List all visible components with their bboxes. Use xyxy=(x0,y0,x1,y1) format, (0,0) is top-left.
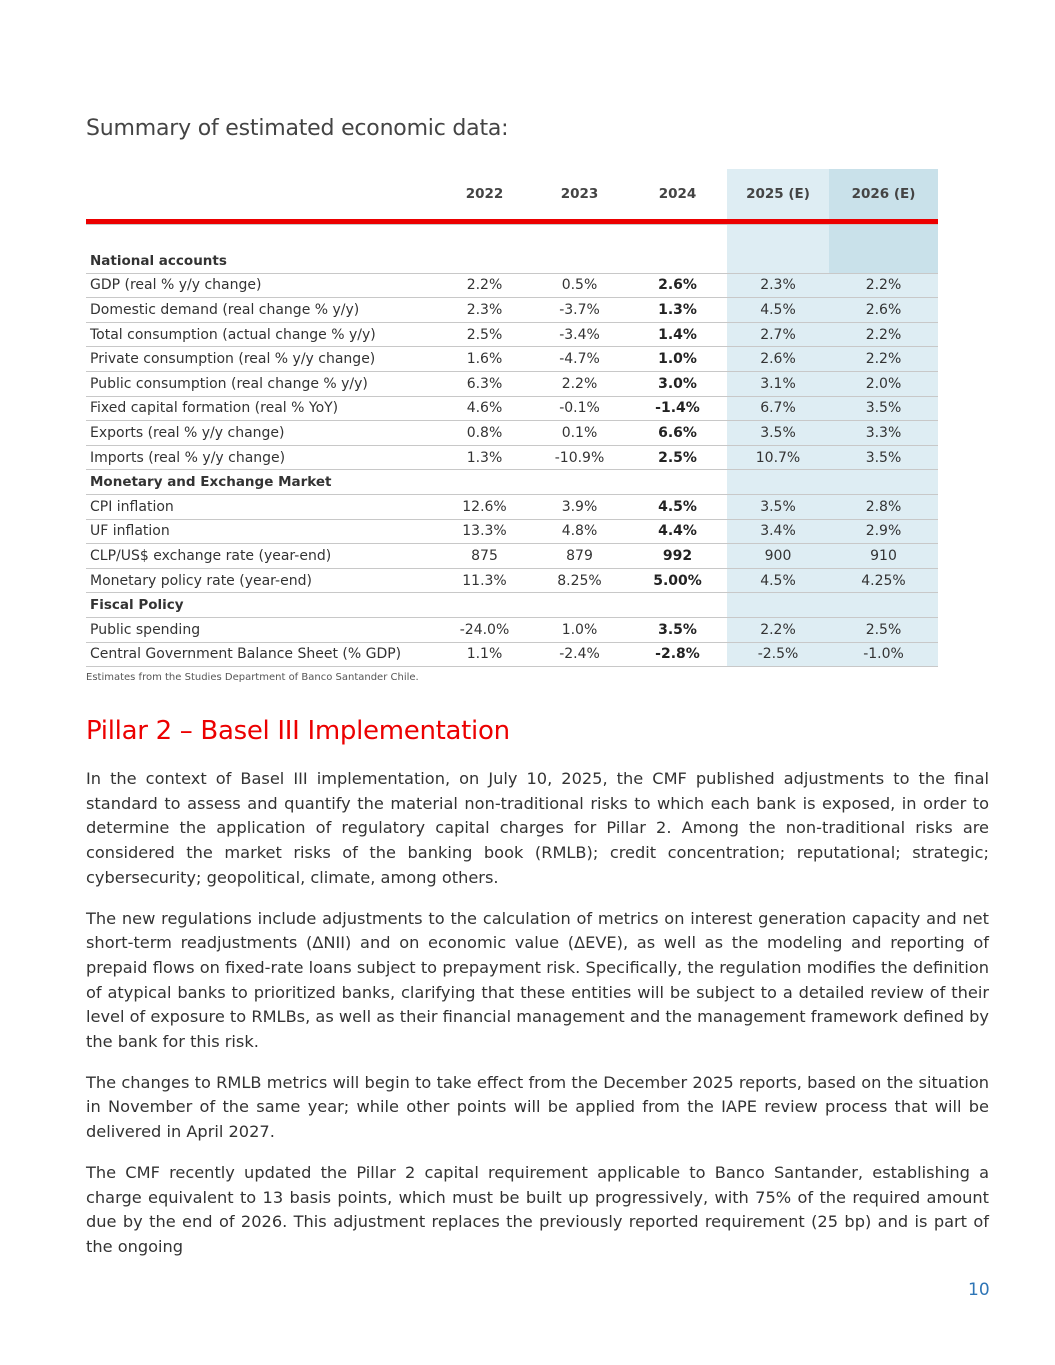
row-label: Monetary policy rate (year-end) xyxy=(86,568,438,593)
table-row xyxy=(86,298,938,323)
value-cell: 2.5% xyxy=(438,322,531,347)
value-cell: 5.00% xyxy=(628,568,727,593)
row-label: Imports (real % y/y change) xyxy=(86,445,438,470)
table-row xyxy=(86,371,938,396)
value-cell: 3.5% xyxy=(829,396,938,421)
value-cell: -3.7% xyxy=(531,298,628,323)
section-empty-cell xyxy=(628,470,727,495)
value-cell: -10.9% xyxy=(531,445,628,470)
section-empty-cell xyxy=(829,249,938,273)
table-row xyxy=(86,396,938,421)
column-header-2022: 2022 xyxy=(465,186,504,202)
value-cell: -3.4% xyxy=(531,322,628,347)
section-empty-cell xyxy=(438,470,531,495)
section-heading: Pillar 2 – Basel III Implementation xyxy=(86,716,510,746)
value-cell: 3.9% xyxy=(531,494,628,519)
section-empty-cell xyxy=(628,593,727,618)
value-cell: 0.1% xyxy=(531,421,628,446)
summary-title: Summary of estimated economic data: xyxy=(86,116,509,141)
row-label: UF inflation xyxy=(86,519,438,544)
value-cell: 4.6% xyxy=(438,396,531,421)
value-cell: 2.0% xyxy=(829,371,938,396)
value-cell: 4.5% xyxy=(727,568,829,593)
value-cell: 2.5% xyxy=(628,445,727,470)
section-empty-cell xyxy=(829,593,938,618)
value-cell: 2.9% xyxy=(829,519,938,544)
value-cell: 3.5% xyxy=(727,494,829,519)
value-cell: 3.5% xyxy=(628,617,727,642)
value-cell: 4.5% xyxy=(727,298,829,323)
value-cell: 1.6% xyxy=(438,347,531,372)
value-cell: 2.5% xyxy=(829,617,938,642)
paragraph: The new regulations include adjustments to the calculation of metrics on interest generation capacity and net short-term readjustments (ΔNII) and on economic value (ΔEVE), as well as the modeling and reporting of prepaid flows on fixed-rate loans subject to prepayment risk. Specifically, the regulation modifies the definition of atypical banks to prioritized banks, clarifying that these entities will be subject to a detailed review of their level of exposure to RMLBs, as well as their financial management and the management framework defined by the bank for this risk. xyxy=(86,908,989,1052)
value-cell: 6.6% xyxy=(628,421,727,446)
value-cell: 11.3% xyxy=(438,568,531,593)
table-row xyxy=(86,494,938,519)
table-row xyxy=(86,347,938,372)
value-cell: 0.5% xyxy=(531,273,628,298)
value-cell: 3.1% xyxy=(727,371,829,396)
section-empty-cell xyxy=(727,470,829,495)
column-header-2024: 2024 xyxy=(658,186,697,202)
value-cell: 2.3% xyxy=(438,298,531,323)
row-label: Domestic demand (real change % y/y) xyxy=(86,298,438,323)
value-cell: 4.5% xyxy=(628,494,727,519)
value-cell: 910 xyxy=(829,544,938,569)
row-label: Exports (real % y/y change) xyxy=(86,421,438,446)
table-footnote: Estimates from the Studies Department of Banco Santander Chile. xyxy=(86,672,419,683)
value-cell: 6.3% xyxy=(438,371,531,396)
value-cell: -2.5% xyxy=(727,642,829,667)
row-label: GDP (real % y/y change) xyxy=(86,273,438,298)
value-cell: 1.1% xyxy=(438,642,531,667)
value-cell: 1.3% xyxy=(628,298,727,323)
section-empty-cell xyxy=(727,593,829,618)
page-number: 10 xyxy=(968,1280,990,1300)
value-cell: 2.6% xyxy=(829,298,938,323)
value-cell: 875 xyxy=(438,544,531,569)
value-cell: 2.2% xyxy=(727,617,829,642)
table-section-row xyxy=(86,470,938,495)
value-cell: 879 xyxy=(531,544,628,569)
section-empty-cell xyxy=(727,249,829,273)
value-cell: 12.6% xyxy=(438,494,531,519)
value-cell: 0.8% xyxy=(438,421,531,446)
section-title: National accounts xyxy=(86,249,438,273)
value-cell: 2.2% xyxy=(438,273,531,298)
value-cell: -0.1% xyxy=(531,396,628,421)
value-cell: 2.6% xyxy=(727,347,829,372)
value-cell: 3.4% xyxy=(727,519,829,544)
table-row xyxy=(86,519,938,544)
value-cell: 6.7% xyxy=(727,396,829,421)
table-row xyxy=(86,421,938,446)
table-body xyxy=(86,222,938,667)
table-section-row xyxy=(86,593,938,618)
table-row xyxy=(86,617,938,642)
row-label: Public consumption (real change % y/y) xyxy=(86,371,438,396)
section-empty-cell xyxy=(531,593,628,618)
paragraph: The changes to RMLB metrics will begin to take effect from the December 2025 reports, based on the situation in November of the same year; while other points will be applied from the IAPE review process that will be delivered in April 2027. xyxy=(86,1072,989,1142)
value-cell: -24.0% xyxy=(438,617,531,642)
row-label: CLP/US$ exchange rate (year-end) xyxy=(86,544,438,569)
value-cell: 4.8% xyxy=(531,519,628,544)
column-header-2026e: 2026 (E) xyxy=(829,169,938,222)
row-label: Total consumption (actual change % y/y) xyxy=(86,322,438,347)
value-cell: 1.3% xyxy=(438,445,531,470)
value-cell: 3.5% xyxy=(727,421,829,446)
row-label: CPI inflation xyxy=(86,494,438,519)
value-cell: 3.0% xyxy=(628,371,727,396)
section-empty-cell xyxy=(438,249,531,273)
row-label: Fixed capital formation (real % YoY) xyxy=(86,396,438,421)
section-empty-cell xyxy=(438,593,531,618)
value-cell: 4.4% xyxy=(628,519,727,544)
value-cell: 2.7% xyxy=(727,322,829,347)
value-cell: 1.0% xyxy=(531,617,628,642)
value-cell: 1.4% xyxy=(628,322,727,347)
row-label: Public spending xyxy=(86,617,438,642)
section-empty-cell xyxy=(829,470,938,495)
value-cell: 10.7% xyxy=(727,445,829,470)
value-cell: 8.25% xyxy=(531,568,628,593)
table-row xyxy=(86,322,938,347)
value-cell: 1.0% xyxy=(628,347,727,372)
table-header-row xyxy=(86,169,938,222)
section-title: Fiscal Policy xyxy=(86,593,438,618)
section-empty-cell xyxy=(531,249,628,273)
value-cell: -2.8% xyxy=(628,642,727,667)
value-cell: 992 xyxy=(628,544,727,569)
table-row xyxy=(86,273,938,298)
economic-data-table xyxy=(86,169,938,667)
value-cell: -2.4% xyxy=(531,642,628,667)
value-cell: 2.8% xyxy=(829,494,938,519)
paragraph: In the context of Basel III implementation, on July 10, 2025, the CMF published adjustments to the final standard to assess and quantify the material non-traditional risks to which each bank is exposed, in order to determine the application of regulatory capital charges for Pillar 2. Among the non-traditional risks are considered the market risks of the banking book (RMLB); credit concentration; reputational; strategic; cybersecurity; geopolitical, climate, among others. xyxy=(86,769,989,887)
value-cell: 3.3% xyxy=(829,421,938,446)
value-cell: 13.3% xyxy=(438,519,531,544)
section-empty-cell xyxy=(628,249,727,273)
value-cell: 2.2% xyxy=(531,371,628,396)
table-row xyxy=(86,544,938,569)
value-cell: 900 xyxy=(727,544,829,569)
value-cell: 2.2% xyxy=(829,273,938,298)
paragraph: The CMF recently updated the Pillar 2 capital requirement applicable to Banco Santander, establishing a charge equivalent to 13 basis points, which must be built up progressively, with 75% of the required amount due by the end of 2026. This adjustment replaces the previously reported requirement (25 bp) and is part of the ongoing xyxy=(86,1162,989,1256)
value-cell: 4.25% xyxy=(829,568,938,593)
table-row xyxy=(86,445,938,470)
section-empty-cell xyxy=(531,470,628,495)
column-header-2023: 2023 xyxy=(560,186,599,202)
value-cell: 2.2% xyxy=(829,347,938,372)
table-row xyxy=(86,642,938,667)
header-label-cell xyxy=(86,169,438,222)
row-label: Private consumption (real % y/y change) xyxy=(86,347,438,372)
value-cell: 2.2% xyxy=(829,322,938,347)
value-cell: -1.4% xyxy=(628,396,727,421)
value-cell: 3.5% xyxy=(829,445,938,470)
value-cell: -1.0% xyxy=(829,642,938,667)
value-cell: 2.3% xyxy=(727,273,829,298)
table-row xyxy=(86,568,938,593)
section-title: Monetary and Exchange Market xyxy=(86,470,438,495)
value-cell: 2.6% xyxy=(628,273,727,298)
body-text xyxy=(86,767,989,1276)
table-section-row xyxy=(86,249,938,273)
value-cell: -4.7% xyxy=(531,347,628,372)
column-header-2025e: 2025 (E) xyxy=(727,169,829,222)
row-label: Central Government Balance Sheet (% GDP) xyxy=(86,642,438,667)
table-spacer xyxy=(86,225,938,250)
